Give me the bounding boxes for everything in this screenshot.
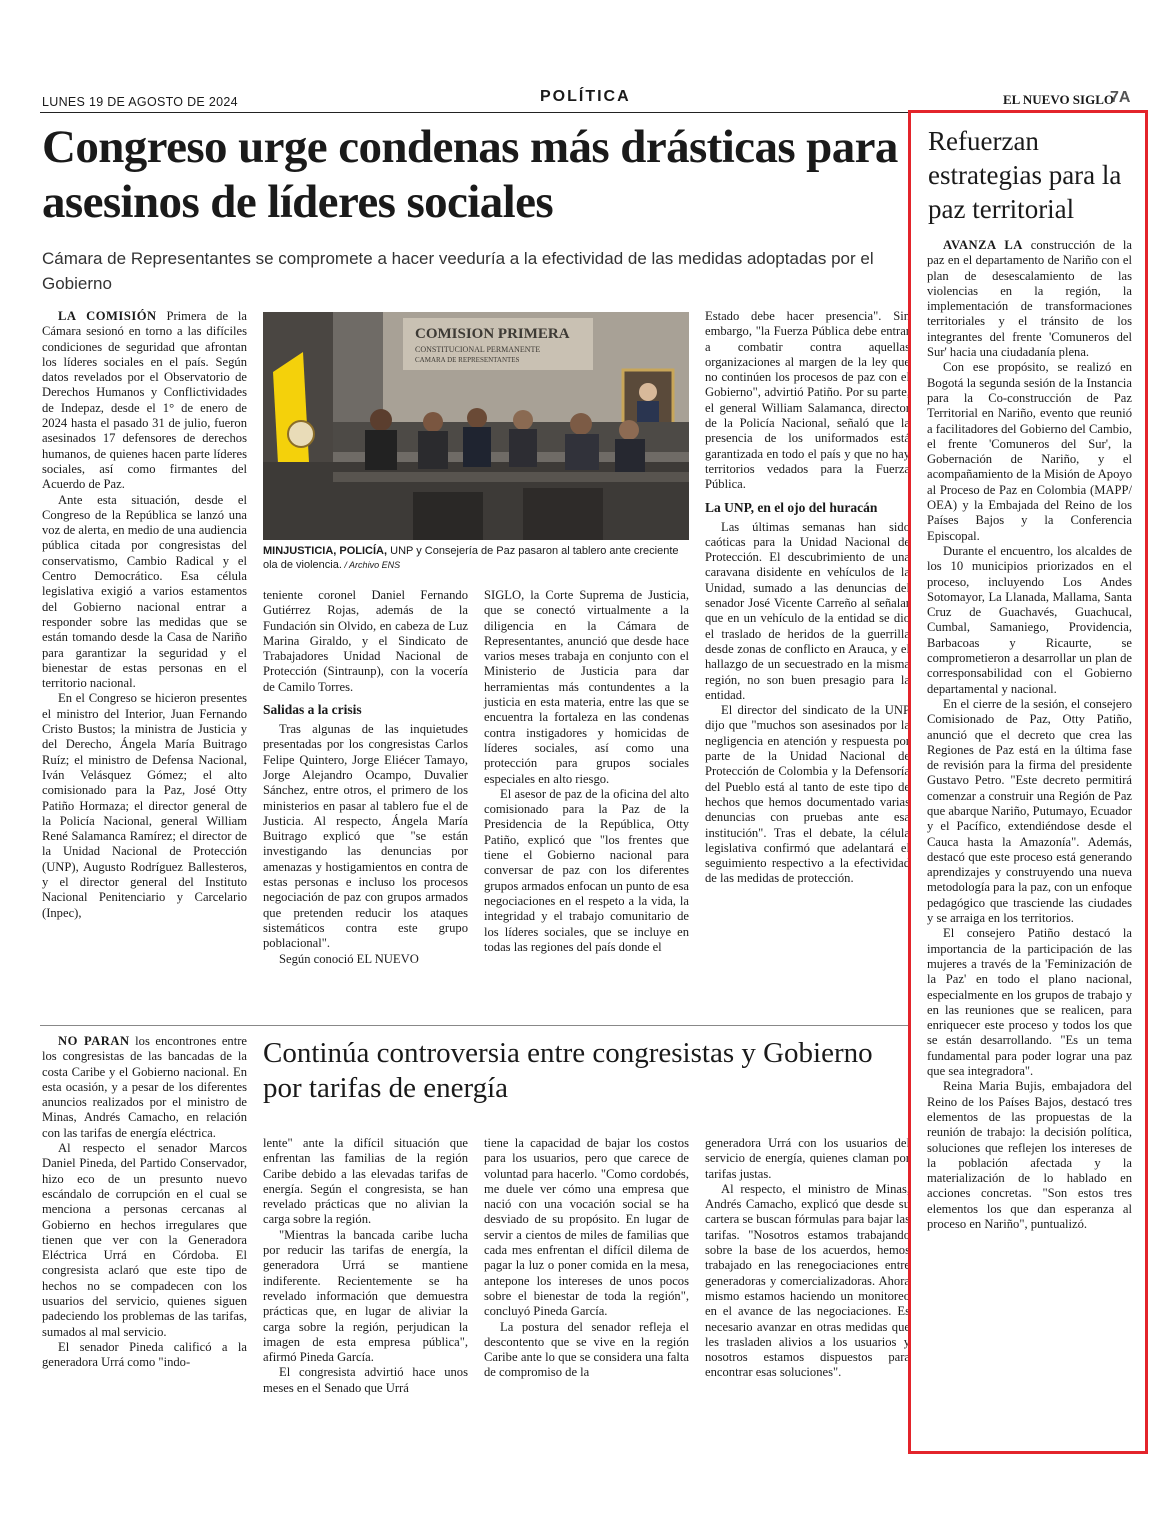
paragraph	[263, 722, 468, 951]
paragraph-text: Durante el encuentro, los alcaldes de los 10 municipios priorizados en el proceso, incluyendo Los Andes Sotomayor, La Llanada, Mallama, Santa Cruz de Guachavés, Guachucal, Cumbal, Samaniego, Providencia, Barbacoas y Ricaurte, se comprometieron a desarrollar un plan de corresponsabilidad con el Gobierno departamental y nacional.	[927, 543, 1132, 696]
paragraph-text: los encontrones entre los congresistas de las bancadas de la costa Caribe y el Gobierno nacional. En esta ocasión, y a pesar de los diferentes anuncios realizados por el ministro de Minas, Andrés Camacho, en relación con las tarifas de energía eléctrica.	[42, 1034, 247, 1140]
paragraph-text: lente" ante la difícil situación que enfrentan las familias de la región Caribe debido a las elevadas tarifas de energía. Según el congresista, se han revelado prácticas que no alivian la carga sobre la región.	[263, 1136, 468, 1227]
photo-caption	[263, 544, 689, 572]
article-column	[484, 588, 689, 955]
paragraph-text: La postura del senador refleja el descontento que se vive en la región Caribe ante lo que se considera una falta de compromiso de la	[484, 1319, 689, 1380]
main-headline: Congreso urge condenas más drásticas para asesinos de líderes sociales	[42, 121, 898, 228]
main-subtitle: Cámara de Representantes se compromete a hacer veeduría a la efectividad de las medidas adoptadas por el Gobierno	[42, 249, 874, 293]
paragraph	[705, 309, 910, 493]
article-column	[263, 1136, 468, 1396]
article-column	[705, 1136, 910, 1381]
paragraph-text: Estado debe hacer presencia". Sin embargo, "la Fuerza Pública debe entrar a combatir contra aquellas organizaciones al margen de la ley que no continúen los procesos de paz con el Gobierno", advirtió Patiño. Por su parte, el general William Salamanca, director de la Policía Nacional, señaló que la presencia de los uniformados está garantizada en todo el país y que no hay territorios vedados para la Fuerza Pública.	[705, 309, 910, 492]
caption-credit: / Archivo ENS	[341, 560, 401, 570]
paragraph-text: El director del sindicato de la UNP dijo que "muchos son asesinados por la negligencia en atención y respuesta por parte de la Unidad Nacional de Protección de Colombia y la Defensoría del Pueblo está al tanto de este tipo de hechos que hemos documentado varias denuncias con pruebas ante esa institución". Tras el debate, la célula legislativa confirmó que adelantará el seguimiento respectivo a la efectividad de las medidas de protección.	[705, 703, 910, 886]
paragraph	[263, 952, 468, 967]
paragraph-text: Las últimas semanas han sido caóticas para la Unidad Nacional de Protección. El descubrimiento de una caravana disidente en vehículos de la Unidad, sumado a las denuncias del senador José Vicente Carreño al señalar que en un vehículo de la entidad se dio el traslado de heridos de la guerrilla desde zonas de conflicto en Arauca, y el hallazgo de un secuestrado en la misma región, no son buen presagio para la entidad.	[705, 519, 910, 702]
paragraph-text: El senador Pineda calificó a la generadora Urrá como "indo-	[42, 1339, 247, 1370]
paragraph	[263, 1136, 468, 1228]
paragraph	[484, 588, 689, 787]
paragraph	[263, 1228, 468, 1366]
session-photo	[263, 312, 689, 540]
paragraph-text: Según conoció EL NUEVO	[279, 951, 419, 966]
caption-lead: MINJUSTICIA, POLICÍA,	[263, 545, 388, 557]
article-column	[263, 588, 468, 967]
paragraph-text: SIGLO, la Corte Suprema de Justicia, que se conectó virtualmente a la diligencia en la Cámara de Representantes, anunció que desde hace varios meses trabaja en conjunto con el Ministerio de Justicia para dar herramientas más contundentes a la justicia en esta materia, entre las que se encuentra la fortaleza en las condenas contra instigadores y homicidas de líderes sociales, así como una protección para grupos sociales especiales en alto riesgo.	[484, 588, 689, 786]
paragraph-text: tiene la capacidad de bajar los costos para los usuarios, pero que carece de voluntad para hacerlo. "Como cordobés, me duele ver cómo una empresa que nació con una vocación social se ha desviado de su propósito. En lugar de servir a cientos de miles de familias que cada mes enfrentan el difícil dilema de pagar la luz o poner comida en la mesa, antepone los intereses de unos pocos sobre el bienestar de toda la región", concluyó Pineda García.	[484, 1136, 689, 1319]
paragraph	[705, 1182, 910, 1381]
paragraph	[263, 1365, 468, 1396]
article-column	[42, 309, 247, 921]
story-divider	[40, 1025, 908, 1026]
paragraph	[42, 1034, 247, 1141]
paragraph	[263, 588, 468, 695]
photo-image	[263, 312, 689, 540]
paragraph-text: En el cierre de la sesión, el consejero Comisionado de Paz, Otty Patiño, anunció que el decreto que crea las Regiones de Paz está en la última fase de revisión para la firma del presidente Gustavo Petro. "Este decreto permitirá comenzar a construir una Región de Paz que abarque Nariño, Putumayo, Ecuador y el Pacífico, extendiéndose desde el Cauca hasta la Amazonía". Además, destacó que este proceso está generando aprendizajes y construyendo una nueva metodología para la paz, con un enfoque pedagógico que trasciende las ciudades y se arraiga en los territorios.	[927, 696, 1132, 926]
paragraph	[42, 1141, 247, 1340]
sidebar-headline: Refuerzan estrategias para la paz territorial	[928, 126, 1122, 224]
paragraph-text: Tras algunas de las inquietudes presentadas por los congresistas Carlos Felipe Quintero, Jorge Eliécer Tamayo, Jorge Alejandro Ocampo, Duvalier Sánchez, entre otros, el primero de los ministerios en pasar al tablero fue el de Justicia. Al respecto, Ángela María Buitrago explicó que "se están investigando las denuncias por amenazas y hostigamientos en contra de estas personas e incluso los procesos negociación de paz con grupos armados que pretenden reducir los ataques sistemáticos contra este grupo poblacional".	[263, 722, 468, 951]
paragraph	[705, 703, 910, 887]
paragraph	[927, 1079, 1132, 1232]
paragraph	[42, 309, 247, 493]
paragraph	[927, 697, 1132, 926]
caption-text: UNP y Consejería de Paz pasaron al tablero ante creciente ola de violencia.	[263, 545, 679, 571]
edition-date: LUNES 19 DE AGOSTO DE 2024	[42, 95, 238, 109]
paragraph-text: Con ese propósito, se realizó en Bogotá la segunda sesión de la Instancia para la Co-construcción de Paz Territorial en Nariño, evento que reunió a facilitadores del Gobierno del Cambio, el frente 'Comuneros del Sur', la Gobernación de Nariño, y el acompañamiento de la Misión de Apoyo al Proceso de Paz en Colombia (MAPP/ OEA) y la Embajada del Reino de los Países Bajos y la Conferencia Episcopal.	[927, 360, 1132, 543]
paragraph	[927, 926, 1132, 1079]
newspaper-logo: EL NUEVO SIGLO	[1003, 92, 1114, 107]
paragraph-text: teniente coronel Daniel Fernando Gutiérrez Rojas, además de la Fundación sin Olvido, en cabeza de Luz Marina Giraldo, y el Sindicato de Trabajadores Unidad Nacional de Protección (Sintraunp), con la vocería de Camilo Torres.	[263, 588, 468, 694]
paragraph	[705, 520, 910, 704]
paragraph-text: Al respecto el senador Marcos Daniel Pineda, del Partido Conservador, hizo eco de un presunto nuevo escándalo de corrupción en el cual se menciona a personas cercanas al Gobierno en hechos irregulares que tienen que ver con la Generadora Eléctrica Urrá en Córdoba. El congresista aclaró que este tipo de hechos no se compadecen con los usuarios del servicio, quienes siguen padeciendo los problemas de las tarifas, sumados al mal servicio.	[42, 1141, 247, 1339]
paragraph	[484, 1136, 689, 1320]
paragraph	[705, 1136, 910, 1182]
paragraph	[927, 238, 1132, 360]
paragraph-text: El consejero Patiño destacó la importancia de la participación de las mujeres a través de la 'Feminización de la Paz' en todo el plano nacional, especialmente en los grupos de trabajo y en las reuniones que se realicen, para enriquecer este proceso y todos los que se están desarrollando. "Es un tema fundamental para poder lograr una paz que sea integradora".	[927, 926, 1132, 1079]
second-headline: Continúa controversia entre congresistas y Gobierno por tarifas de energía	[263, 1037, 873, 1104]
paragraph-text: construcción de la paz en el departamento de Nariño con el plan de desescalamiento de las violencias en la región, la implementación de transformaciones territoriales y el tránsito de los integrantes del frente 'Comuneros del Sur' hacia una ciudadanía plena.	[927, 238, 1132, 360]
paragraph-text: El asesor de paz de la oficina del alto comisionado para la Paz de la Presidencia de la República, Otty Patiño, explicó que "los frentes que tiene el Gobierno nacional para conversar de paz con los diferentes grupos armados enfocan un punto de esa negociaciones en el respeto a la vida, la integridad y el trabajo comunitario de los líderes sociales, que se incluye en todas las regiones del país donde el	[484, 786, 689, 954]
article-column	[705, 309, 910, 887]
sidebar-column	[927, 238, 1132, 1232]
paragraph-text: Ante esta situación, desde el Congreso de la República se lanzó una voz de alerta, en medio de una audiencia pública citada por congresistas del conservatismo, Cambio Radical y el Centro Democrático. Esa célula legislativa exigió a varios estamentos del Gobierno nacional entrar a responder sobre las medidas que se están tomando desde la Casa de Nariño para garantizar la seguridad y el bienestar de estas personas en el territorio nacional.	[42, 492, 247, 691]
paragraph	[927, 360, 1132, 544]
photo-sign-line3: CAMARA DE REPRESENTANTES	[415, 356, 520, 364]
paragraph-text: Primera de la Cámara sesionó en torno a las difíciles condiciones de seguridad que afrontan los líderes sociales en el país. Según datos revelados por el Observatorio de Derechos Humanos y Conflictividades de Indepaz, desde el 1° de enero de 2024 hasta el pasado 31 de julio, fueron asesinados 17 defensores de derechos humanos, de quienes hacen parte líderes sociales, así como firmantes del Acuerdo de Paz.	[42, 309, 247, 492]
subheading: Salidas a la crisis	[263, 702, 362, 718]
paragraph	[927, 544, 1132, 697]
paragraph-text: generadora Urrá con los usuarios del servicio de energía, quienes claman por tarifas justas.	[705, 1136, 910, 1181]
article-column	[484, 1136, 689, 1381]
paragraph-text: Al respecto, el ministro de Minas, Andrés Camacho, explicó que desde su cartera se buscan fórmulas para bajar las tarifas. "Nosotros estamos trabajando sobre la base de los acuerdos, hemos trabajado en las renegociaciones entre generadoras y comercializadoras. Ahora mismo estamos haciendo un monitoreo en el avance de las negociaciones. Es necesario avanzar en otras medidas que les trasladen alivios a los usuarios y nosotros estamos dispuestos para encontrar esas soluciones".	[705, 1181, 910, 1380]
paragraph-text: "Mientras la bancada caribe lucha por reducir las tarifas de energía, la generadora Urrá se mantiene indiferente. Recientemente se ha revelado información que demuestra prácticas que, en lugar de aliviar la carga sobre la región, perjudican la imagen de esta empresa pública", afirmó Pineda García.	[263, 1227, 468, 1365]
paragraph-text: En el Congreso se hicieron presentes el ministro del Interior, Juan Fernando Cristo Bustos; la ministra de Justicia y del Derecho, Ángela María Buitrago Ruíz; el ministro de Defensa Nacional, Iván Velásquez Gómez; el alto comisionado para la Paz, José Otty Patiño Hormaza; el director general de la Policía Nacional, general William René Salamanca Ramírez; el director de la Unidad Nacional de Protección (UNP), Augusto Rodríguez Ballesteros, y el director general del Instituto Nacional Penitenciario y Carcelario (Inpec),	[42, 691, 247, 920]
photo-sign-line1: COMISION PRIMERA	[415, 326, 570, 342]
paragraph	[484, 787, 689, 955]
article-column	[42, 1034, 247, 1371]
paragraph	[484, 1320, 689, 1381]
subheading: La UNP, en el ojo del huracán	[705, 499, 878, 515]
paragraph	[42, 691, 247, 920]
paragraph	[42, 1340, 247, 1371]
paragraph-text: El congresista advirtió hace unos meses en el Senado que Urrá	[263, 1365, 468, 1395]
page-number: 7A	[1110, 89, 1131, 106]
lead-in: NO PARAN	[58, 1034, 130, 1048]
lead-in: LA COMISIÓN	[58, 309, 157, 323]
paragraph	[42, 493, 247, 692]
lead-in: AVANZA LA	[943, 238, 1023, 252]
section-title: POLÍTICA	[540, 88, 631, 105]
photo-sign-line2: CONSTITUCIONAL PERMANENTE	[415, 345, 541, 354]
paragraph-text: Reina Maria Bujis, embajadora del Reino de los Países Bajos, destacó tres elementos de las propuestas de la reunión de trabajo: la decisión política, soluciones que reflejen los intereses de la población afectada y la materialización de lo hablado en acciones concretas. "Son estos tres elementos los que dan esperanza al proceso en Nariño", puntualizó.	[927, 1079, 1132, 1231]
